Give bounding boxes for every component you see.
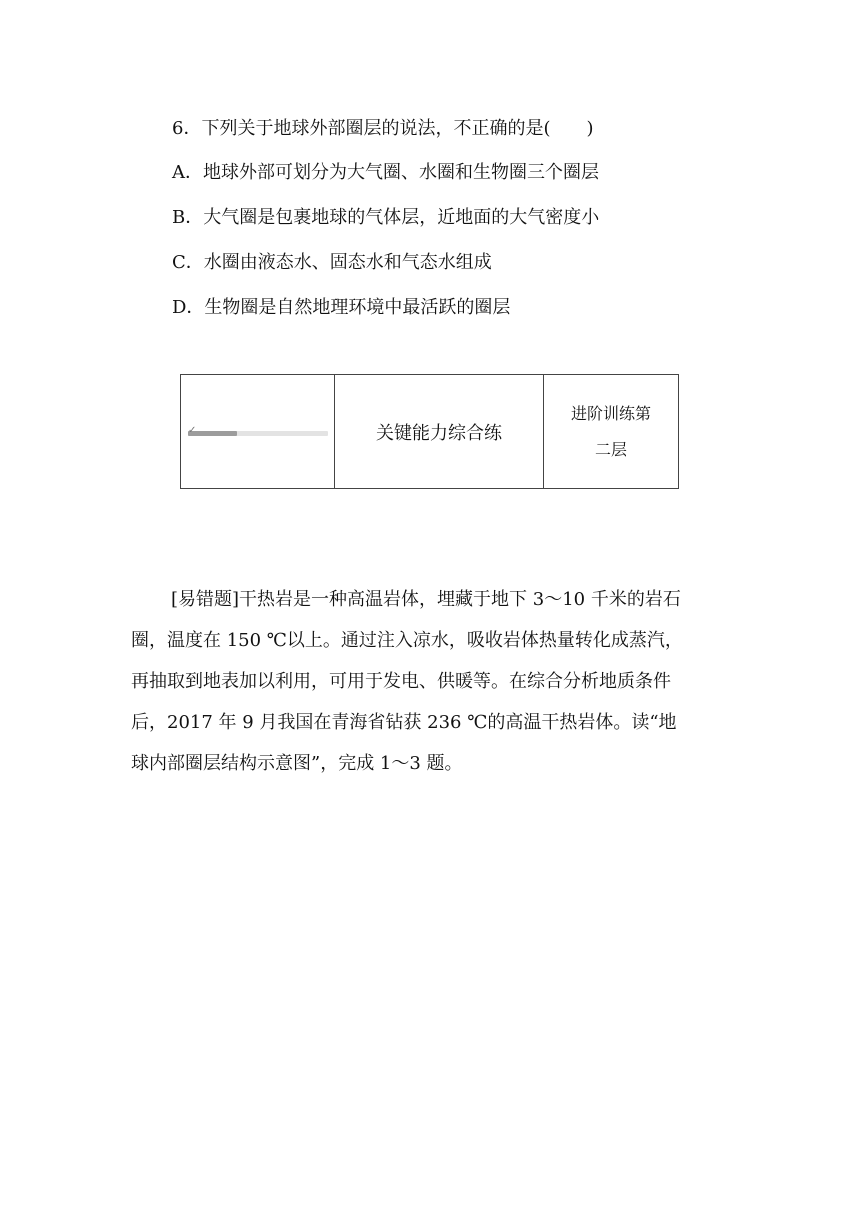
progress-cell: [181, 375, 335, 489]
option-c: C．水圈由液态水、固态水和气态水组成: [172, 252, 492, 273]
check-icon: ✓: [188, 425, 197, 436]
passage-line: 再抽取到地表加以利用，可用于发电、供暖等。在综合分析地质条件: [131, 671, 671, 692]
level-line-1: 进阶训练第: [570, 403, 651, 423]
passage-line: 球内部圈层结构示意图”，完成 1～3 题。: [131, 753, 463, 774]
level-line-2: 二层: [594, 439, 627, 459]
progress-bar: [188, 425, 328, 436]
section-banner: [180, 374, 679, 489]
passage-line: [易错题]干热岩是一种高温岩体，埋藏于地下 3～10 千米的岩石: [171, 589, 681, 610]
option-a: A．地球外部可划分为大气圈、水圈和生物圈三个圈层: [172, 162, 599, 183]
question-stem: 6．下列关于地球外部圈层的说法，不正确的是( ): [172, 118, 594, 139]
section-title: 关键能力综合练: [335, 375, 544, 489]
passage: [131, 579, 735, 784]
option-d: D．生物圈是自然地理环境中最活跃的圈层: [172, 297, 511, 318]
passage-line: 后，2017 年 9 月我国在青海省钻获 236 ℃的高温干热岩体。读“地: [131, 712, 677, 733]
level-cell: [544, 375, 679, 489]
option-b: B．大气圈是包裹地球的气体层，近地面的大气密度小: [172, 207, 600, 228]
passage-line: 圈，温度在 150 ℃以上。通过注入凉水，吸收岩体热量转化成蒸汽，: [131, 630, 683, 651]
